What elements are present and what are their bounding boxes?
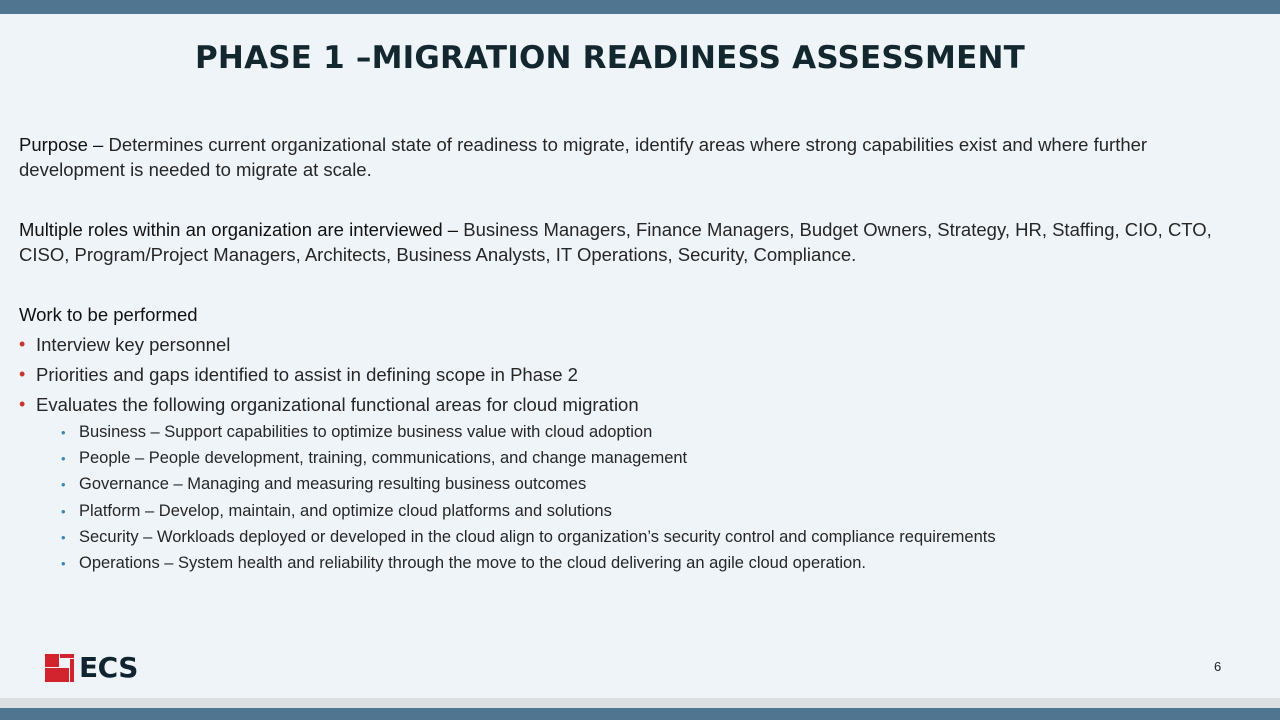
- functional-area-text: Security – Workloads deployed or developed in the cloud align to organization’s security control and compliance requirements: [79, 527, 996, 546]
- work-heading: Work to be performed: [19, 304, 198, 325]
- slide-content: [19, 132, 1249, 579]
- roles-paragraph: [19, 217, 1249, 267]
- bullet-icon: •: [61, 503, 66, 519]
- functional-area-item: [61, 501, 1249, 522]
- functional-area-item: [61, 448, 1249, 469]
- functional-area-item: [61, 422, 1249, 443]
- purpose-text: Determines current organizational state of readiness to migrate, identify areas where strong capabilities exist and where further development is needed to migrate at scale.: [19, 134, 1148, 180]
- work-item: [19, 392, 1249, 417]
- functional-area-item: [61, 474, 1249, 495]
- ecs-logo-text: ECS: [79, 651, 138, 684]
- purpose-lead: Purpose –: [19, 134, 104, 155]
- functional-area-text: People – People development, training, communications, and change management: [79, 449, 688, 468]
- functional-area-text: Business – Support capabilities to optimize business value with cloud adoption: [79, 423, 653, 441]
- roles-text: Business Managers, Finance Managers, Budget Owners, Strategy, HR, Staffing, CIO, CTO, CISO, Program/Project Managers, Architects, Business Analysts, IT Operations, Security, Compliance.: [19, 219, 1212, 265]
- page-number: 6: [1214, 659, 1222, 674]
- bullet-icon: •: [61, 555, 66, 571]
- functional-area-text: Platform – Develop, maintain, and optimize cloud platforms and solutions: [79, 501, 612, 520]
- functional-area-item: [61, 553, 1249, 574]
- functional-areas-list: [61, 422, 1249, 574]
- work-item-text: Interview key personnel: [36, 334, 231, 355]
- bullet-icon: •: [61, 425, 66, 440]
- bullet-icon: •: [19, 394, 26, 414]
- ecs-logo-icon: [45, 654, 74, 682]
- bullet-icon: •: [19, 364, 26, 384]
- work-item: [19, 362, 1249, 387]
- bullet-icon: •: [61, 451, 66, 467]
- functional-area-text: Operations – System health and reliability through the move to the cloud delivering an agile cloud operation.: [79, 553, 866, 572]
- bullet-icon: •: [61, 529, 66, 545]
- functional-area-text: Governance – Managing and measuring resulting business outcomes: [79, 475, 587, 494]
- ecs-logo: [45, 653, 138, 683]
- bottom-accent-bar: [0, 708, 1280, 720]
- work-item-text: Priorities and gaps identified to assist in defining scope in Phase 2: [36, 364, 578, 385]
- slide-title: PHASE 1 –MIGRATION READINESS ASSESSMENT: [195, 40, 1025, 76]
- roles-lead: Multiple roles within an organization are interviewed –: [19, 219, 459, 240]
- work-item-text: Evaluates the following organizational functional areas for cloud migration: [36, 394, 639, 415]
- work-item: [19, 332, 1249, 357]
- bottom-band: [0, 698, 1280, 708]
- work-list: [19, 332, 1249, 417]
- functional-area-item: [61, 527, 1249, 548]
- purpose-paragraph: [19, 132, 1249, 182]
- bullet-icon: •: [19, 334, 26, 354]
- top-accent-bar: [0, 0, 1280, 14]
- bullet-icon: •: [61, 477, 66, 493]
